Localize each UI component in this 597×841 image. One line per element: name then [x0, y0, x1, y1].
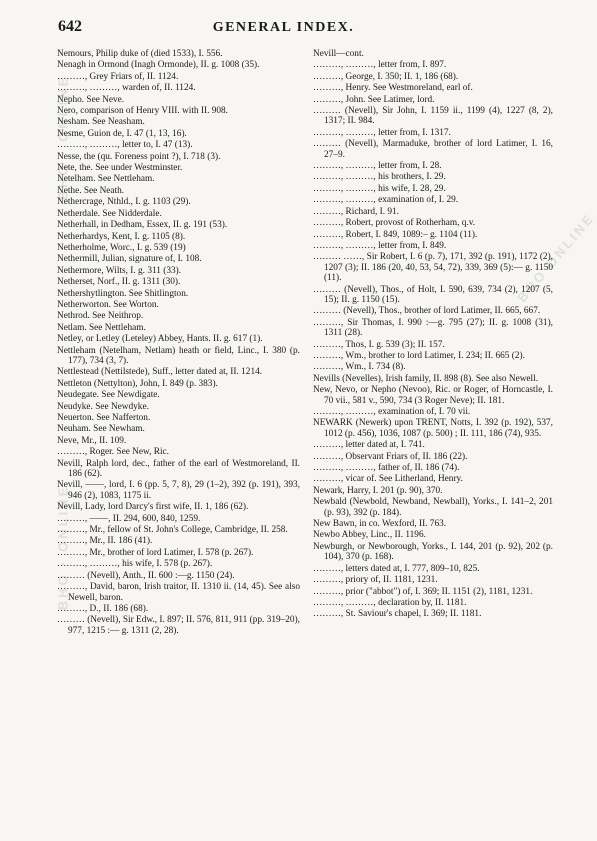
- index-entry: ………, ………, letter to, I. 47 (13).: [57, 140, 193, 151]
- index-entry: Nevill, Lady, lord Darcy's first wife, II. 1, 186 (62).: [57, 502, 249, 513]
- index-entry: Nesse, the (qu. Foreness point ?), I. 718 (3).: [57, 151, 221, 162]
- index-entry: Netelham. See Nettleham.: [57, 174, 155, 185]
- index-entry: ………, D., II. 186 (68).: [57, 603, 149, 614]
- index-entry: Nethershytlington. See Shitlington.: [57, 288, 189, 299]
- index-entry: ………, vicar of. See Litherland, Henry.: [313, 474, 463, 485]
- index-entry: Neuerton. See Nafferton.: [57, 413, 151, 423]
- index-entry: ……… (Nevell), Thos., of Holt, I. 590, 639, 734 (2), 1207 (5, 15); II. g. 1150 (15).: [313, 284, 553, 305]
- index-entry: ………, ………, warden of, II. 1124.: [57, 83, 196, 94]
- index-entry: ………, ………, letter from, I. 1317.: [313, 127, 451, 138]
- index-entry: Netherhall, in Dedham, Essex, II. g. 191 (53).: [57, 220, 228, 231]
- index-entry: ………, ………, his wife, I. 28, 29.: [313, 183, 446, 194]
- index-entry: Nettlestead (Nettilstede), Suff., letter dated at, II. 1214.: [57, 367, 263, 378]
- index-entry: Neudegate. See Newdigate.: [57, 390, 160, 401]
- index-entry: ………, ………, his wife, I. 578 (p. 267).: [57, 559, 213, 570]
- index-entry: Nero, comparison of Henry VIII. with II. 908.: [57, 106, 229, 117]
- index-entry: Nevill, ——, lord, I. 6 (pp. 5, 7, 8), 29 (1–2), 392 (p. 191), 393, 946 (2), 1083, 1175 ii.: [57, 480, 300, 501]
- index-entry: Neve, Mr., II. 109.: [57, 435, 127, 446]
- index-entry: Nesme, Guion de, I. 47 (1, 13, 16).: [57, 128, 187, 139]
- index-entry: ………, Mr., II. 186 (41).: [57, 536, 153, 547]
- index-entry: Nesham. See Neasham.: [57, 117, 145, 128]
- index-entry: ………, ………, father of, II. 186 (74).: [313, 463, 460, 474]
- page-title: GENERAL INDEX.: [212, 20, 355, 35]
- index-entry: ……… (Nevell), Thos., brother of lord Latimer, II. 665, 667.: [313, 306, 541, 317]
- index-entry: Neudyke. See Newdyke.: [57, 401, 149, 412]
- index-entry: Nethermore, Wilts, I. g. 311 (33).: [57, 265, 182, 276]
- library-watermark: BHO · ONLINE: [55, 484, 71, 611]
- index-entry: ………, Mr., brother of lord Latimer, I. 578 (p. 267).: [57, 547, 254, 558]
- library-watermark: BHO ONLINE: [514, 209, 597, 306]
- index-entry: Nethermill, Julian, signature of, I. 108.: [57, 254, 202, 265]
- index-entry: ………, David, baron, Irish traitor, II. 1310 ii. (14, 45). See also Newell, baron.: [57, 582, 300, 603]
- index-entry: Netlam. See Nettleham.: [57, 322, 146, 333]
- index-entry: ………, ………, letter from, I. 28.: [313, 161, 442, 172]
- index-entry: Nethercrage, Nthld., I. g. 1103 (29).: [57, 197, 191, 208]
- index-entry: ……… ……, Sir Robert, I. 6 (p. 7), 171, 392 (p. 191), 1172 (2), 1207 (3); II. 186 (20, 40, 53, 54, 72), 339, 369 (5):— g. 1150 (11).: [313, 252, 553, 284]
- index-entry: New Bawn, in co. Wexford, II. 763.: [313, 519, 447, 530]
- index-entry: ………, ………, his brothers, I. 29.: [313, 172, 446, 183]
- index-entry: ……… (Nevell), Marmaduke, brother of lord Latimer, I. 16, 27–9.: [313, 139, 553, 160]
- index-entry: Netherhardys, Kent, I. g. 1105 (8).: [57, 231, 186, 242]
- index-entry: ………, Wm., I. 734 (8).: [313, 362, 406, 373]
- index-entry: Nepho. See Neve.: [57, 94, 125, 105]
- index-entry: ………, Mr., fellow of St. John's College, Cambridge, II. 258.: [57, 525, 288, 536]
- index-entry: ……… (Nevell), Anth., II. 600 :—g. 1150 (24).: [57, 570, 235, 581]
- index-entry: Nevills (Nevelles), Irish family, II. 898 (8). See also Newell.: [313, 373, 539, 384]
- index-entry: Nete, the. See under Westminster.: [57, 163, 183, 174]
- index-entry: ………, Robert, provost of Rotherham, q.v.: [313, 218, 476, 229]
- index-entry: ………, Observant Friars of, II. 186 (22).: [313, 451, 468, 462]
- index-entry: ………, Roger. See New, Ric.: [57, 447, 169, 458]
- index-entry: ………, Richard, I. 91.: [313, 206, 399, 217]
- index-entry: Netherset, Norf., II. g. 1311 (30).: [57, 277, 181, 288]
- index-entry: Nemours, Philip duke of (died 1533), I. 556.: [57, 49, 223, 59]
- index-entry: Nevill, Ralph lord, dec., father of the earl of Westmoreland, II. 186 (62).: [57, 458, 300, 480]
- index-entry: Neuham. See Newham.: [57, 424, 145, 435]
- index-entry: Newbald (Newbold, Newband, Newball), Yorks., I. 141–2, 201 (p. 93), 392 (p. 184).: [313, 497, 553, 518]
- index-entry: ………, Grey Friars of, II. 1124.: [57, 71, 179, 82]
- index-entry: Newark, Harry, I. 201 (p. 90), 370.: [313, 485, 443, 496]
- index-entry: ………, ——, II. 294, 600, 840, 1259.: [57, 513, 201, 524]
- index-entry: Netherdale. See Nidderdale.: [57, 208, 162, 219]
- index-entry: ……… (Nevell), Sir Edw., I. 897; II. 576, 811, 911 (pp. 319–20), 977, 1215 :— g. 1311 (2, 28).: [57, 615, 300, 636]
- index-entry: ………, Wm., brother to lord Latimer, I. 234; II. 665 (2).: [313, 350, 525, 361]
- index-column-left: [57, 49, 300, 637]
- index-entry: New, Nevo, or Nepho (Nevoo), Ric. or Roger, of Horncastle, I. 70 vii., 581 v., 590, 734 (3 Roger Neve); II. 181.: [313, 385, 553, 406]
- page-number: 642: [58, 18, 82, 35]
- index-entry: ………, Henry. See Westmoreland, earl of.: [313, 83, 473, 94]
- index-entry: Nettleton (Nettylton), John, I. 849 (p. 383).: [57, 378, 218, 389]
- index-entry: ………, letters dated at, I. 777, 809–10, 825.: [313, 563, 480, 574]
- index-entry: ………, St. Saviour's chapel, I. 369; II. 1181.: [313, 609, 482, 620]
- index-column-right: [313, 49, 553, 621]
- index-entry: ………, ………, examination of, I. 70 vii.: [313, 407, 471, 417]
- index-entry: Nettleham (Netelham, Netlam) heath or field, Linc., I. 380 (p. 177), 734 (3, 7).: [57, 345, 300, 366]
- index-entry: Nethe. See Neath.: [57, 185, 125, 196]
- index-entry: ………, ………, examination of, I. 29.: [313, 195, 459, 206]
- index-entry: Nenagh in Ormond (Inagh Ormonde), II. g. 1008 (35).: [57, 60, 260, 71]
- index-entry: ………, Sir Thomas, I. 990 :—g. 795 (27); II. g. 1008 (31), 1311 (28).: [313, 317, 553, 339]
- index-entry: Newburgh, or Newborough, Yorks., I. 144, 201 (p. 92), 202 (p. 104), 370 (p. 168).: [313, 541, 553, 563]
- index-entry: ………, letter dated at, I. 741.: [313, 440, 425, 451]
- index-entry: Netley, or Letley (Leteley) Abbey, Hants. II. g. 617 (1).: [57, 334, 263, 345]
- index-entry: Nethrod. See Neithrop.: [57, 311, 144, 322]
- index-entry: Newbo Abbey, Linc., II. 1196.: [313, 530, 426, 541]
- index-entry: Nevill—cont.: [313, 49, 364, 59]
- index-entry: ………, ………, letter from, I. 897.: [313, 60, 447, 71]
- index-entry: ……… (Nevell), Sir John, I. 1159 ii., 1199 (4), 1227 (8, 2), 1317; II. 984.: [313, 106, 553, 127]
- index-entry: ………, Thos, I. g. 539 (3); II. 157.: [313, 339, 445, 350]
- index-entry: Netherholme, Worc., I. g. 539 (19): [57, 242, 186, 253]
- library-watermark: BHO · ONLINE: [55, 74, 71, 201]
- index-entry: ………, prior ("abbot") of, I. 369; II. 1151 (2), 1181, 1231.: [313, 586, 533, 597]
- index-entry: ………, Robert, I. 849, 1089:– g. 1104 (11).: [313, 229, 478, 240]
- index-entry: Netherworton. See Worton.: [57, 299, 159, 310]
- index-entry: ………, priory of, II. 1181, 1231.: [313, 575, 438, 586]
- index-entry: ………, George, I. 350; II. 1, 186 (68).: [313, 71, 459, 82]
- index-entry: ………, John. See Latimer, lord.: [313, 94, 435, 105]
- index-entry: ………, ………, declaration by, II. 1181.: [313, 597, 467, 608]
- index-entry: NEWARK (Newerk) upon TRENT, Notts, I. 392 (p. 192), 537, 1012 (p. 456), 1036, 1087 (p. 500) ; II. 111, 186 (74), 935.: [313, 418, 553, 439]
- index-entry: ………, ………, letter from, I. 849.: [313, 240, 447, 251]
